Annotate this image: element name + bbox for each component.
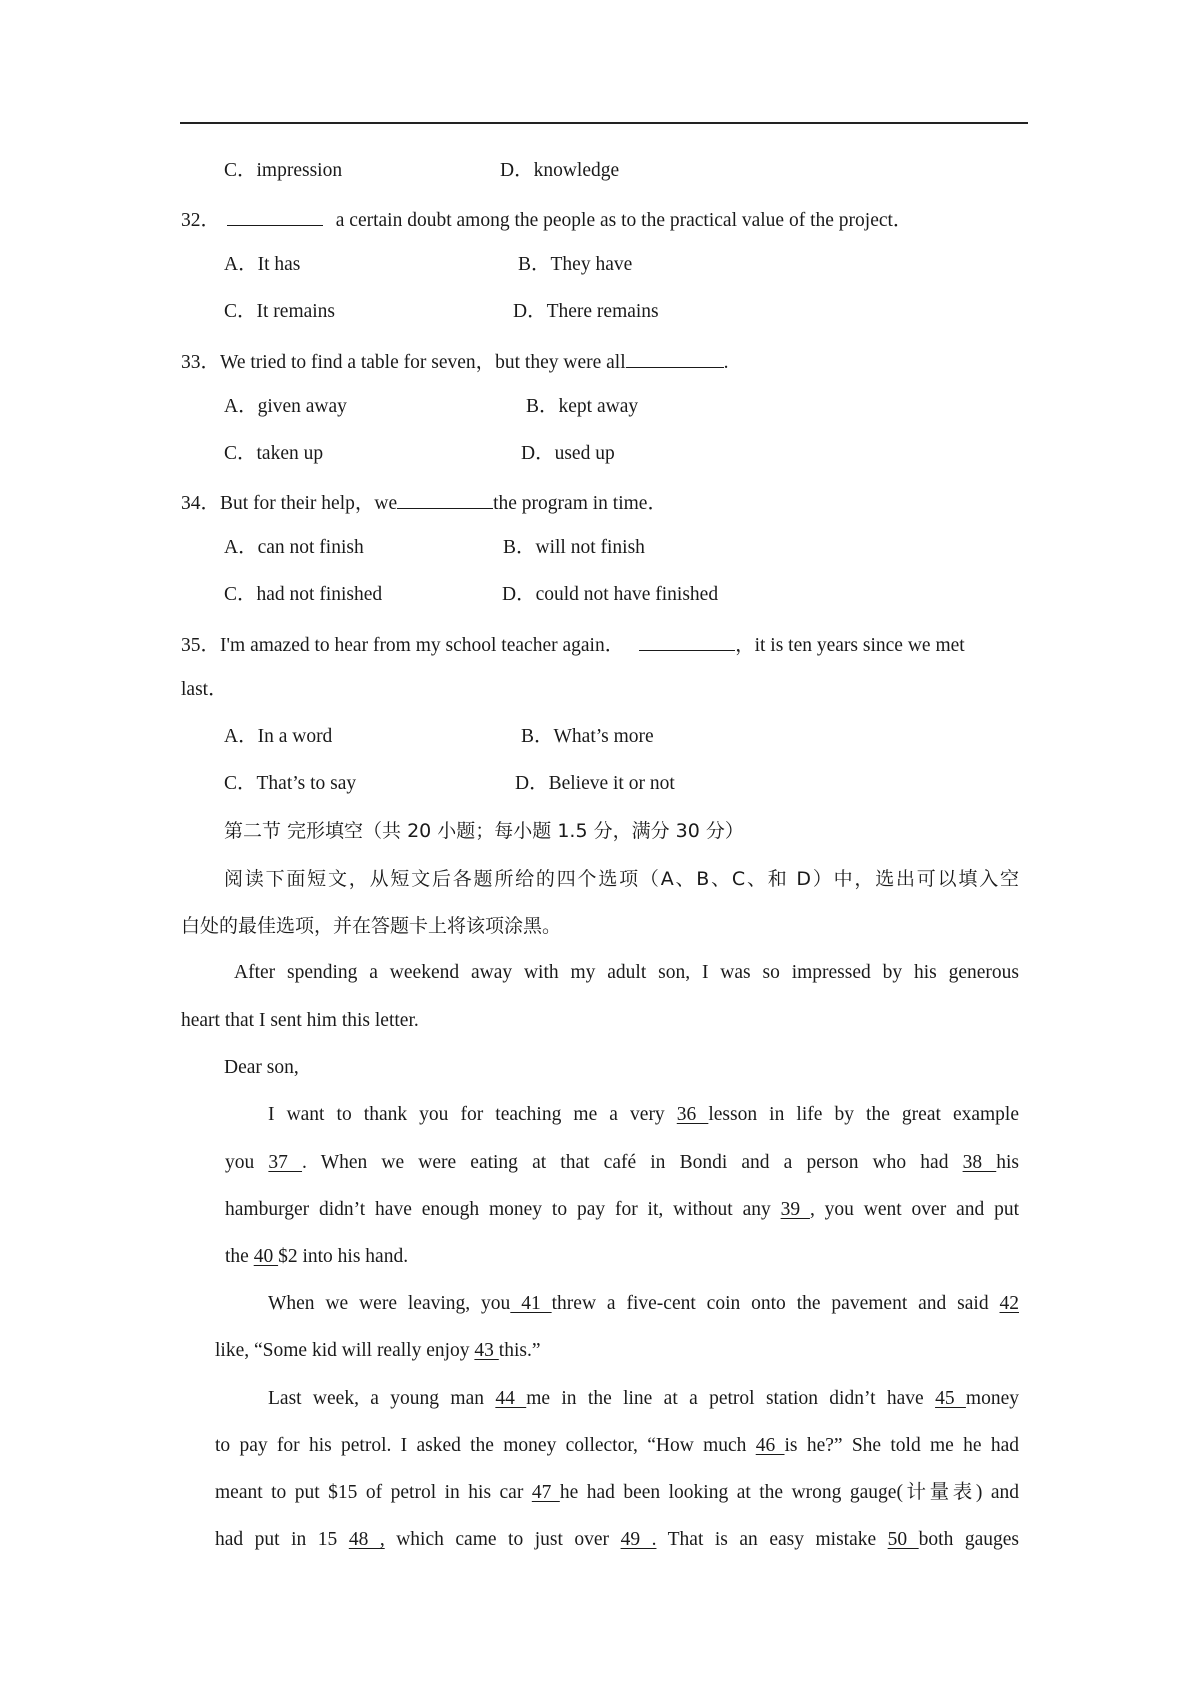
q33-option-d[interactable]: D．used up — [521, 443, 615, 464]
text: lesson in life by the great example — [708, 1104, 1020, 1125]
q35-blank — [639, 630, 735, 651]
section2-instructions-line1: 阅读下面短文，从短文后各题所给的四个选项（A、B、C、和 D）中，选出可以填入空 — [224, 868, 1019, 890]
blank-40[interactable]: 40 — [253, 1246, 279, 1267]
passage-intro-line2: heart that I sent him this letter. — [181, 1010, 419, 1031]
p1-line2 — [225, 1150, 1019, 1176]
q33-stem — [181, 347, 729, 376]
header-rule — [180, 122, 1028, 124]
blank-37[interactable]: 37 — [268, 1152, 303, 1173]
text: me in the line at a petrol station didn’t have — [526, 1388, 936, 1409]
text: money — [965, 1388, 1019, 1409]
p1-line1 — [268, 1102, 1019, 1128]
blank-41[interactable]: 41 — [510, 1293, 552, 1314]
p1-line4 — [225, 1244, 408, 1270]
q34-option-d[interactable]: D．could not have finished — [502, 584, 719, 605]
q35-option-c[interactable]: C．That’s to say — [224, 773, 357, 794]
q32-option-a[interactable]: A．It has — [224, 254, 301, 275]
passage-intro-line1: After spending a weekend away with my adult son, I was so impressed by his generous — [234, 962, 1019, 983]
q32-option-b[interactable]: B．They have — [518, 254, 633, 275]
text: Last week, a young man — [268, 1388, 496, 1409]
p3-line2 — [215, 1433, 1019, 1459]
text: the — [225, 1246, 254, 1267]
letter-salutation: Dear son, — [224, 1057, 299, 1078]
p3-line4 — [215, 1527, 1019, 1553]
q35-number: 35． — [181, 635, 221, 656]
p2-line2 — [215, 1338, 541, 1364]
q34-option-c[interactable]: C．had not finished — [224, 584, 383, 605]
text: is he?” She told me he had — [784, 1435, 1019, 1456]
text: both gauges — [918, 1529, 1020, 1550]
q33-option-a[interactable]: A．given away — [224, 396, 347, 417]
blank-43[interactable]: 43 — [474, 1340, 499, 1361]
q35-option-d[interactable]: D．Believe it or not — [515, 773, 675, 794]
q35-text2: ，it is ten years since we met — [735, 635, 965, 656]
q33-option-b[interactable]: B．kept away — [526, 396, 639, 417]
blank-46[interactable]: 46 — [755, 1435, 785, 1456]
q34-stem — [181, 488, 667, 517]
blank-48[interactable]: 48 , — [348, 1529, 385, 1550]
q32-number: 32． — [181, 210, 221, 231]
text: threw a five-cent coin onto the pavement and said — [551, 1293, 1000, 1314]
blank-47[interactable]: 47 — [531, 1482, 560, 1503]
blank-49[interactable]: 49 . — [620, 1529, 657, 1550]
p3-line1 — [268, 1386, 1019, 1412]
text: $2 into his hand. — [278, 1246, 409, 1267]
q33-end: . — [723, 352, 729, 373]
section2-instructions-line2: 白处的最佳选项，并在答题卡上将该项涂黑。 — [181, 915, 562, 937]
q31-option-c[interactable]: C．impression — [224, 160, 343, 181]
blank-36[interactable]: 36 — [676, 1104, 709, 1125]
q35-option-a[interactable]: A．In a word — [224, 726, 333, 747]
text: this.” — [498, 1340, 541, 1361]
q34-text1: But for their help，we — [220, 493, 398, 514]
text: to pay for his petrol. I asked the money collector, “How much — [215, 1435, 756, 1456]
section2-heading: 第二节 完形填空（共 20 小题；每小题 1.5 分，满分 30 分） — [224, 820, 744, 842]
q35-text1: I'm amazed to hear from my school teacher again． — [220, 635, 625, 656]
text: which came to just over — [384, 1529, 621, 1550]
q32-option-d[interactable]: D．There remains — [513, 301, 659, 322]
text: you — [225, 1152, 269, 1173]
q32-text: a certain doubt among the people as to the practical value of the project． — [335, 210, 913, 231]
q35-stem — [181, 630, 1019, 659]
q31-option-d[interactable]: D．knowledge — [500, 160, 620, 181]
p3-line3 — [215, 1480, 1019, 1506]
blank-50[interactable]: 50 — [887, 1529, 919, 1550]
q35-option-b[interactable]: B．What’s more — [521, 726, 654, 747]
text: had put in 15 — [215, 1529, 349, 1550]
text: , you went over and put — [809, 1199, 1019, 1220]
text: like, “Some kid will really enjoy — [215, 1340, 475, 1361]
q35-text3: last． — [181, 679, 228, 700]
text: his — [996, 1152, 1020, 1173]
blank-44[interactable]: 44 — [495, 1388, 527, 1409]
text: meant to put $15 of petrol in his car — [215, 1482, 532, 1503]
q33-number: 33． — [181, 352, 221, 373]
text: . When we were eating at that café in Bondi and a person who had — [302, 1152, 963, 1173]
q33-option-c[interactable]: C．taken up — [224, 443, 324, 464]
blank-42[interactable]: 42 — [999, 1293, 1019, 1314]
q32-option-c[interactable]: C．It remains — [224, 301, 336, 322]
p2-line1 — [268, 1291, 1019, 1317]
text: he had been looking at the wrong gauge(计量表) and — [559, 1482, 1020, 1503]
q33-blank — [626, 347, 724, 368]
q34-option-a[interactable]: A．can not finish — [224, 537, 364, 558]
q32-stem — [181, 205, 912, 234]
q33-text: We tried to find a table for seven，but they were all — [220, 352, 626, 373]
text: hamburger didn’t have enough money to pay for it, without any — [225, 1199, 781, 1220]
blank-38[interactable]: 38 — [962, 1152, 997, 1173]
q34-number: 34． — [181, 493, 221, 514]
q34-text2: the program in time． — [493, 493, 667, 514]
q32-blank — [227, 205, 323, 226]
q34-blank — [397, 488, 493, 509]
q34-option-b[interactable]: B．will not finish — [503, 537, 645, 558]
p1-line3 — [225, 1197, 1019, 1223]
text: When we were leaving, you — [268, 1293, 511, 1314]
text: That is an easy mistake — [656, 1529, 888, 1550]
blank-39[interactable]: 39 — [780, 1199, 810, 1220]
text: I want to thank you for teaching me a very — [268, 1104, 677, 1125]
blank-45[interactable]: 45 — [935, 1388, 966, 1409]
